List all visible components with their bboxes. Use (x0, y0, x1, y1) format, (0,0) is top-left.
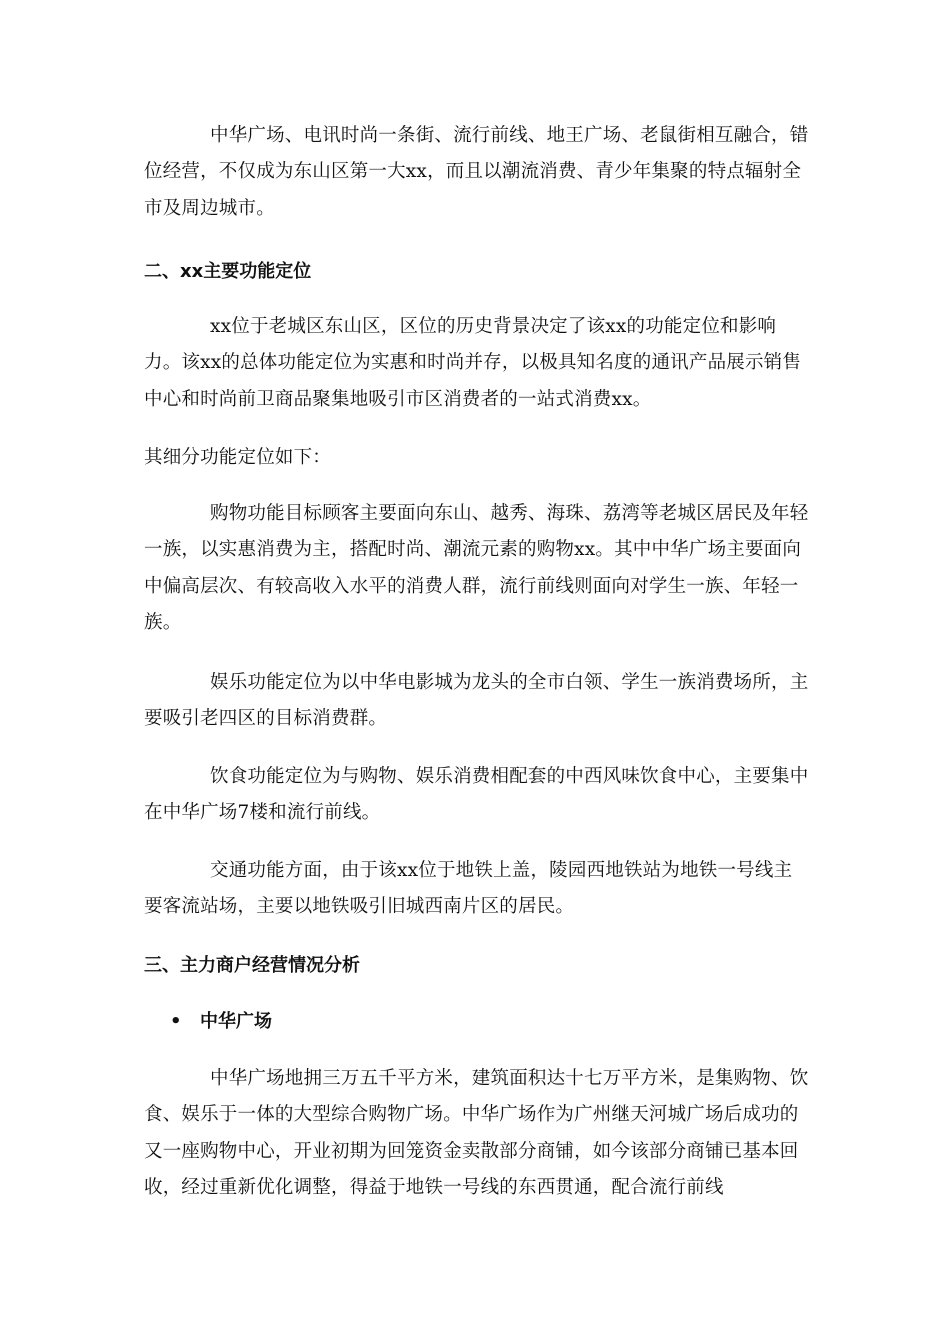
paragraph-zhonghua-plaza: 中华广场地拥三万五千平方米，建筑面积达十七万平方米，是集购物、饮食、娱乐于一体的大型综合购物广场。中华广场作为广州继天河城广场后成功的又一座购物中心，开业初期为回笼资金卖散部分商铺，如今该部分商铺已基本回收，经过重新优化调整，得益于地铁一号线的东西贯通，配合流行前线 (144, 1068, 809, 1198)
paragraph-intro: 中华广场、电讯时尚一条街、流行前线、地王广场、老鼠街相互融合，错位经营，不仅成为东山区第一大xx，而且以潮流消费、青少年集聚的特点辐射全市及周边城市。 (144, 125, 809, 219)
paragraph-location: xx位于老城区东山区，区位的历史背景决定了该xx的功能定位和影响力。该xx的总体功能定位为实惠和时尚并存，以极具知名度的通讯产品展示销售中心和时尚前卫商品聚集地吸引市区消费者的一站式消费xx。 (144, 316, 802, 410)
paragraph-dining: 饮食功能定位为与购物、娱乐消费相配套的中西风味饮食中心，主要集中在中华广场7楼和流行前线。 (144, 766, 809, 824)
paragraph-entertainment: 娱乐功能定位为以中华电影城为龙头的全市白领、学生一族消费场所，主要吸引老四区的目标消费群。 (144, 672, 809, 730)
section-heading-2: 二、xx主要功能定位 (144, 261, 312, 282)
section-heading-3: 三、主力商户经营情况分析 (144, 955, 360, 976)
paragraph-shopping: 购物功能目标顾客主要面向东山、越秀、海珠、荔湾等老城区居民及年轻一族，以实惠消费为主，搭配时尚、潮流元素的购物xx。其中中华广场主要面向中偏高层次、有较高收入水平的消费人群，流行前线则面向对学生一族、年轻一族。 (144, 503, 809, 633)
paragraph-subdivision-intro: 其细分功能定位如下： (144, 447, 332, 468)
bullet-icon: • (170, 1011, 182, 1032)
bullet-label: 中华广场 (200, 1011, 272, 1032)
bullet-item (170, 1004, 272, 1040)
paragraph-transport: 交通功能方面，由于该xx位于地铁上盖，陵园西地铁站为地铁一号线主要客流站场，主要以地铁吸引旧城西南片区的居民。 (144, 860, 793, 918)
